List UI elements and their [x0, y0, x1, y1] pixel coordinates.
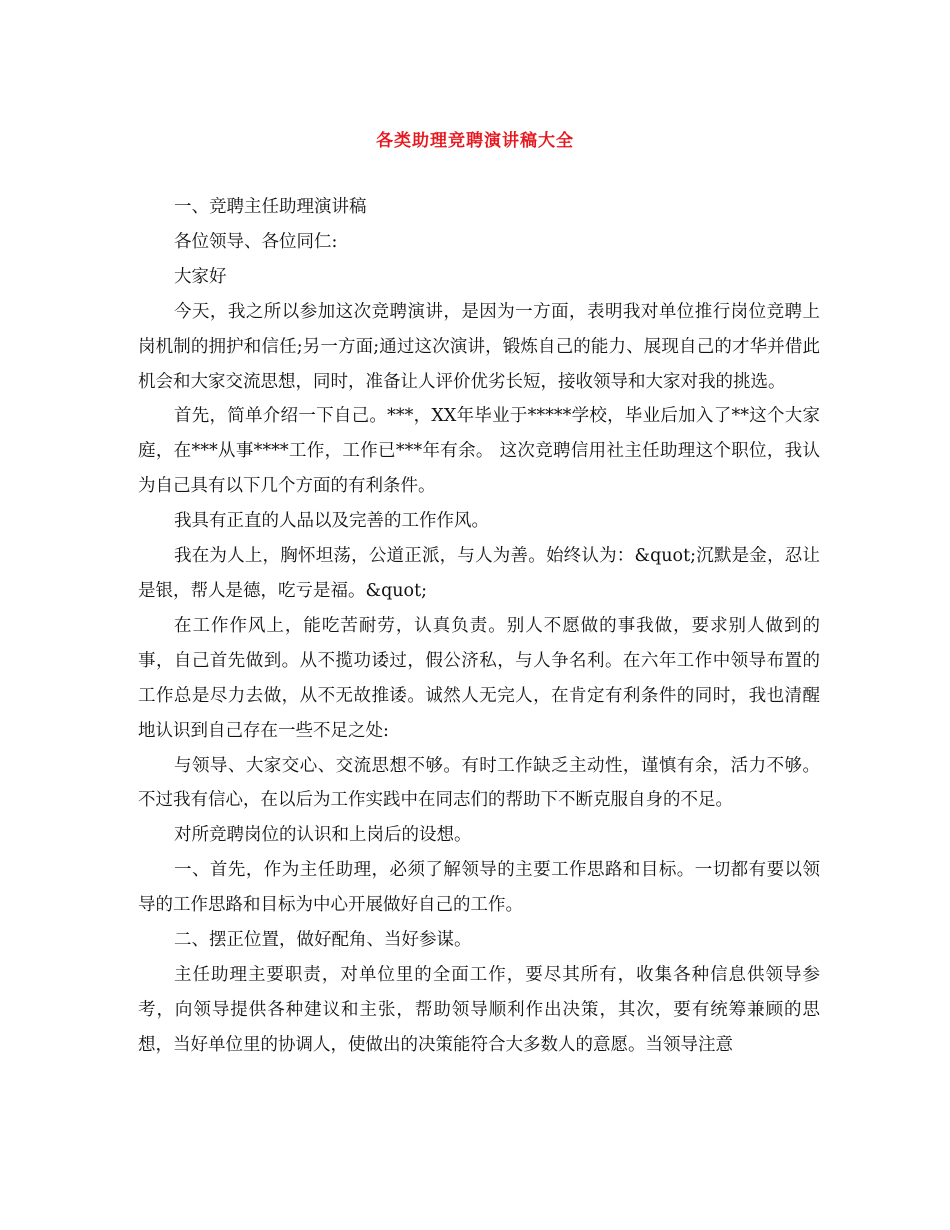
paragraph-plan-heading: 对所竞聘岗位的认识和上岗后的设想。 [174, 825, 472, 846]
paragraph-purpose: 今天，我之所以参加这次竞聘演讲，是因为一方面，表明我对单位推行岗位竞聘上岗机制的拥护和信任;另一方面;通过这次演讲，锻炼自己的能力、展现自己的才华并借此机会和大家交流思想，同时，准备让人评价优劣长短，接收领导和大家对我的挑选。 [138, 301, 820, 392]
paragraph-work-style: 在工作作风上，能吃苦耐劳，认真负责。别人不愿做的事我做，要求别人做到的事，自己首先做到。从不揽功诿过，假公济私，与人争名利。在六年工作中领导布置的工作总是尽力去做，从不无故推诿。诚然人无完人，在肯定有利条件的同时，我也清醒地认识到自己存在一些不足之处: [138, 615, 820, 741]
document-title: 各类助理竞聘演讲稿大全 [376, 131, 574, 151]
paragraph-greeting: 大家好 [174, 266, 227, 287]
paragraph-self-intro: 首先，简单介绍一下自己。***，XX年毕业于*****学校，毕业后加入了**这个大家庭，在***从事****工作，工作已***年有余。 这次竞聘信用社主任助理这个职位，我认为自己具有以下几个方面的有利条件。 [138, 406, 820, 497]
paragraph-plan-two: 二、摆正位置，做好配角、当好参谋。 [174, 930, 472, 951]
paragraph-salutation: 各位领导、各位同仁: [174, 231, 338, 252]
paragraph-shortcomings: 与领导、大家交心、交流思想不够。有时工作缺乏主动性，谨慎有余，活力不够。不过我有信心，在以后为工作实践中在同志们的帮助下不断克服自身的不足。 [138, 755, 820, 811]
document-body [138, 190, 820, 1063]
paragraph-duties: 主任助理主要职责，对单位里的全面工作，要尽其所有，收集各种信息供领导参考，向领导提供各种建议和主张，帮助领导顺利作出决策，其次，要有统筹兼顾的思想，当好单位里的协调人，使做出的决策能符合大多数人的意愿。当领导注意 [138, 964, 820, 1055]
paragraph-section-heading: 一、竞聘主任助理演讲稿 [174, 197, 367, 217]
paragraph-personality: 我在为人上，胸怀坦荡，公道正派，与人为善。始终认为：&quot;沉默是金，忍让是银，帮人是德，吃亏是福。&quot; [138, 546, 820, 601]
paragraph-character: 我具有正直的人品以及完善的工作作风。 [174, 511, 489, 532]
paragraph-plan-one: 一、首先，作为主任助理，必须了解领导的主要工作思路和目标。一切都有要以领导的工作思路和目标为中心开展做好自己的工作。 [138, 860, 820, 916]
